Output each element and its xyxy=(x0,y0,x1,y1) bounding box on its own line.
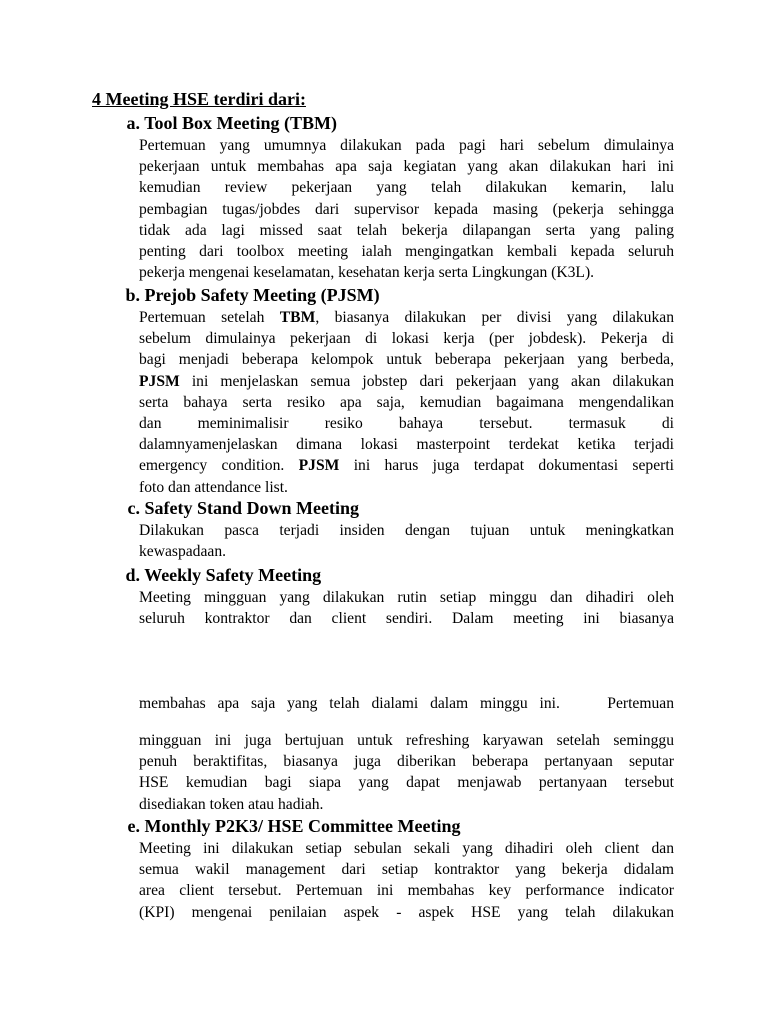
text-line xyxy=(139,371,674,392)
text-line: serta bahaya serta resiko apa saja, kemudian bagaimana mengendalikan xyxy=(139,393,674,411)
text-line: semua wakil management dari setiap kontraktor yang bekerja didalam xyxy=(139,861,674,879)
text-run: Pertemuan setelah xyxy=(139,309,280,326)
item-a-letter: a. xyxy=(126,113,140,133)
item-c-title-text: Safety Stand Down Meeting xyxy=(144,498,359,518)
item-d-title-text: Weekly Safety Meeting xyxy=(144,565,322,585)
text-line: penuh beraktifitas, biasanya juga diberikan beberapa pertanyaan seputar xyxy=(139,753,674,771)
item-e-title xyxy=(108,816,460,837)
item-d-paragraph-cont xyxy=(139,730,674,815)
bold-term: TBM xyxy=(279,309,316,326)
text-line xyxy=(139,693,674,714)
text-line: Dilakukan pasca terjadi insiden dengan tujuan untuk meningkatkan xyxy=(139,522,674,539)
item-a-title xyxy=(108,113,337,134)
text-line: disediakan token atau hadiah. xyxy=(139,795,324,813)
text-line: tidak ada lagi missed saat telah bekerja dilapangan serta yang paling xyxy=(139,221,674,239)
text-line: area client tersebut. Pertemuan ini membahas key performance indicator xyxy=(139,882,674,900)
bold-term: PJSM xyxy=(298,457,340,475)
text-line: sebelum dimulainya pekerjaan di lokasi kerja (per jobdesk). Pekerja di xyxy=(139,330,674,348)
text-line: seluruh kontraktor dan client sendiri. Dalam meeting ini biasanya xyxy=(139,610,674,628)
item-b-letter: b. xyxy=(125,285,140,305)
bold-term: PJSM xyxy=(139,372,180,390)
text-line xyxy=(139,455,674,476)
text-run: ini menjelaskan semua jobstep dari pekerjaan yang akan dilakukan xyxy=(179,372,674,390)
item-a-title-text: Tool Box Meeting (TBM) xyxy=(144,113,338,133)
section-heading: 4 Meeting HSE terdiri dari: xyxy=(92,89,306,109)
text-line: Meeting mingguan yang dilakukan rutin setiap minggu dan dihadiri oleh xyxy=(139,589,674,606)
text-run: ini harus juga terdapat dokumentasi seperti xyxy=(339,457,674,475)
item-e-title-text: Monthly P2K3/ HSE Committee Meeting xyxy=(144,816,461,836)
text-line: Meeting ini dilakukan setiap sebulan sekali yang dihadiri oleh client dan xyxy=(139,840,674,857)
text-line: dan meminimalisir resiko bahaya tersebut. termasuk di xyxy=(139,414,674,432)
item-d-title xyxy=(108,565,321,586)
item-e-letter: e. xyxy=(127,816,140,836)
text-line: bagi menjadi beberapa kelompok untuk beberapa pekerjaan yang berbeda, xyxy=(139,351,674,369)
text-line: penting dari toolbox meeting ialah mengingatkan kembali kepada seluruh xyxy=(139,242,674,260)
item-b-title xyxy=(108,285,380,306)
item-c-letter: c. xyxy=(127,498,140,518)
item-d-paragraph xyxy=(139,587,674,629)
item-c-paragraph xyxy=(139,520,674,562)
text-line: foto dan attendance list. xyxy=(139,478,288,496)
item-d-letter: d. xyxy=(125,565,140,585)
text-line: HSE kemudian bagi siapa yang dapat menjawab pertanyaan tersebut xyxy=(139,774,674,792)
item-d-paragraph-mid xyxy=(139,693,674,714)
item-a-paragraph xyxy=(139,135,674,283)
text-line: Pertemuan yang umumnya dilakukan pada pagi hari sebelum dimulainya xyxy=(139,137,674,154)
text-line: (KPI) mengenai penilaian aspek - aspek HSE yang telah dilakukan xyxy=(139,903,674,921)
text-run: emergency condition. xyxy=(139,457,299,475)
text-line: pekerjaan untuk membahas apa saja kegiatan yang akan dilakukan hari ini xyxy=(139,158,674,176)
item-c-title xyxy=(108,498,359,519)
text-run: membahas apa saja yang telah dialami dalam minggu ini. Pertemuan xyxy=(139,695,674,712)
text-line: pekerja mengenai keselamatan, kesehatan kerja serta Lingkungan (K3L). xyxy=(139,264,595,282)
text-line xyxy=(139,307,674,328)
text-line: dalamnyamenjelaskan dimana lokasi masterpoint terdekat ketika terjadi xyxy=(139,436,674,454)
text-line: mingguan ini juga bertujuan untuk refreshing karyawan setelah seminggu xyxy=(139,732,674,749)
text-line: pembagian tugas/jobdes dari supervisor kepada masing (pekerja sehingga xyxy=(139,200,674,218)
item-e-paragraph xyxy=(139,838,674,923)
text-line: kewaspadaan. xyxy=(139,543,227,561)
item-b-title-text: Prejob Safety Meeting (PJSM) xyxy=(144,285,380,305)
item-b-paragraph xyxy=(139,307,674,498)
text-run: , biasanya dilakukan per divisi yang dilakukan xyxy=(315,309,674,326)
text-line: kemudian review pekerjaan yang telah dilakukan kemarin, lalu xyxy=(139,179,674,197)
